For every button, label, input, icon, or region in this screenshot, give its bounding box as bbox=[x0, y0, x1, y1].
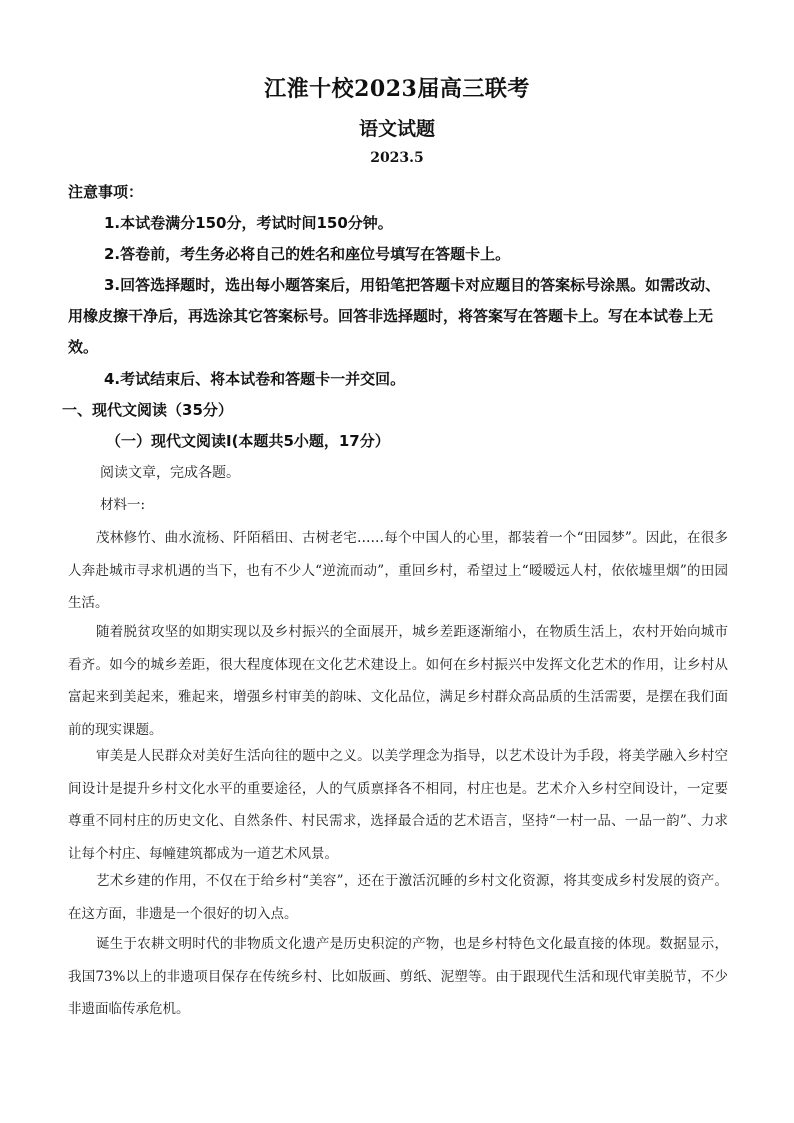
exam-title: 江淮十校2023届高三联考 bbox=[264, 76, 530, 102]
reading-instruction: 阅读文章，完成各题。 bbox=[100, 465, 240, 481]
section-heading: 一、现代文阅读（35分） bbox=[62, 401, 233, 419]
exam-subject: 语文试题 bbox=[358, 118, 435, 140]
subsection-heading: （一）现代文阅读Ⅰ(本题共5小题，17分） bbox=[106, 432, 390, 450]
paragraph-3: 审美是人民群众对美好生活向往的题中之义。以美学理念为指导，以艺术设计为手段，将美学融入乡村空间设计是提升乡村文化水平的重要途径，人的气质禀择各不相同，村庄也是。艺术介入乡村空间设计，一定要尊重不同村庄的历史文化、自然条件、村民需求，选择最合适的艺术语言，坚持“一村一品、一品一韵”、力求让每个村庄、每幢建筑都成为一道艺术风景。 bbox=[68, 748, 728, 862]
exam-date: 2023.5 bbox=[370, 150, 424, 166]
paragraph-4: 艺术乡建的作用，不仅在于给乡村“美容”，还在于激活沉睡的乡村文化资源，将其变成乡村发展的资产。在这方面，非遗是一个很好的切入点。 bbox=[68, 873, 728, 922]
material-label: 材料一: bbox=[100, 497, 146, 513]
paragraph-5: 诞生于农耕文明时代的非物质文化遗产是历史积淀的产物，也是乡村特色文化最直接的体现。数据显示，我国73%以上的非遗项目保存在传统乡村、比如版画、剪纸、泥塑等。由于跟现代生活和现代审美脱节，不少非遗面临传承危机。 bbox=[68, 936, 728, 1017]
notice-item-4: 4.考试结束后、将本试卷和答题卡一并交回。 bbox=[104, 370, 406, 388]
paragraph-1: 茂林修竹、曲水流杨、阡陌稻田、古树老宅……每个中国人的心里，都装着一个“田园梦”。因此，在很多人奔赴城市寻求机遇的当下，也有不少人“逆流而动”，重回乡村，希望过上“暧暧远人村，依依墟里烟”的田园生活。 bbox=[68, 530, 728, 611]
notice-item-1: 1.本试卷满分150分，考试时间150分钟。 bbox=[104, 214, 393, 232]
notice-item-2: 2.答卷前，考生务必将自己的姓名和座位号填写在答题卡上。 bbox=[104, 245, 511, 263]
paragraph-2: 随着脱贫攻坚的如期实现以及乡村振兴的全面展开，城乡差距逐渐缩小，在物质生活上，农村开始向城市看齐。如今的城乡差距，很大程度体现在文化艺术建设上。如何在乡村振兴中发挥文化艺术的作用，让乡村从富起来到美起来，雅起来，增强乡村审美的韵味、文化品位，满足乡村群众高品质的生活需要，是摆在我们面前的现实课题。 bbox=[68, 624, 728, 738]
notice-item-3: 3.回答选择题时，选出每小题答案后，用铅笔把答题卡对应题目的答案标号涂黑。如需改动、用橡皮擦干净后，再选涂其它答案标号。回答非选择题时，将答案写在答题卡上。写在本试卷上无效。 bbox=[68, 276, 721, 356]
notice-heading: 注意事项： bbox=[68, 183, 144, 201]
